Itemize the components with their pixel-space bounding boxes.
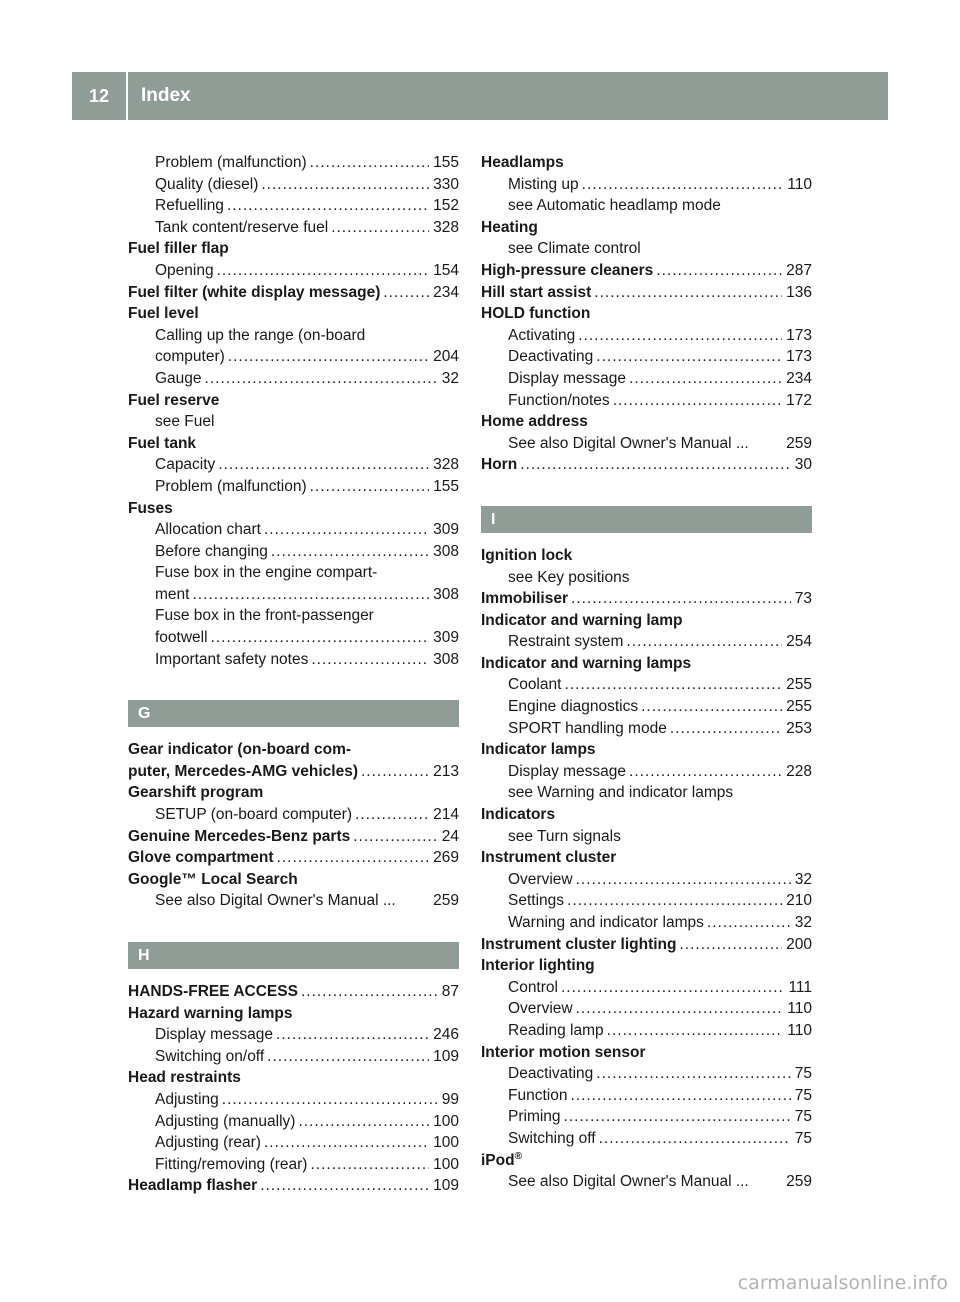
page-reference: 173 (786, 348, 812, 366)
entry-label: Settings (508, 892, 565, 910)
index-entry (481, 934, 812, 956)
page-reference: 309 (433, 629, 459, 647)
dot-leader (310, 152, 430, 174)
dot-leader (582, 174, 784, 196)
page-reference: 32 (794, 870, 812, 888)
entry-label: iPod® (481, 1150, 522, 1169)
index-subentry (128, 411, 459, 433)
dot-leader (520, 454, 791, 476)
index-column-right (481, 152, 812, 1193)
entry-label: Problem (malfunction) (155, 477, 307, 495)
page-reference: 255 (786, 676, 812, 694)
index-subentry (481, 998, 812, 1020)
index-entry (128, 238, 459, 260)
dot-leader (301, 981, 438, 1003)
dot-leader (571, 588, 791, 610)
entry-label: Fuel tank (128, 434, 197, 452)
entry-label: Function/notes (508, 391, 610, 409)
dot-leader (205, 368, 438, 390)
index-entry (481, 411, 812, 433)
entry-label: HOLD function (481, 305, 591, 323)
letter-heading: H (128, 942, 459, 969)
entry-label: Horn (481, 456, 518, 474)
index-entry (481, 804, 812, 826)
dot-leader (656, 260, 782, 282)
index-subentry (128, 1089, 459, 1111)
index-entry (128, 826, 459, 848)
dot-leader (596, 1063, 790, 1085)
page-reference: 213 (433, 762, 459, 780)
index-subentry (128, 454, 459, 476)
entry-label: Heating (481, 218, 538, 236)
page-reference: 172 (786, 391, 812, 409)
index-entry (481, 588, 812, 610)
entry-label: See also Digital Owner's Manual ... (155, 892, 396, 910)
page-reference: 155 (433, 477, 459, 495)
index-subentry (128, 541, 459, 563)
page-reference: 111 (788, 978, 812, 996)
index-entry (481, 217, 812, 239)
entry-label: Ignition lock (481, 546, 573, 564)
index-entry (128, 498, 459, 520)
entry-label: Calling up the range (on-board (155, 326, 366, 344)
dot-leader (626, 631, 782, 653)
page-reference: 75 (794, 1086, 812, 1104)
dot-leader (331, 217, 429, 239)
page-reference: 155 (433, 154, 459, 171)
index-subentry (128, 476, 459, 498)
entry-label: See also Digital Owner's Manual ... (508, 434, 749, 452)
index-subentry (128, 1046, 459, 1068)
entry-label: Deactivating (508, 1065, 594, 1083)
index-subentry (481, 1020, 812, 1042)
entry-label: Restraint system (508, 633, 624, 651)
dot-leader (564, 674, 782, 696)
index-subentry (481, 325, 812, 347)
page-reference: 75 (794, 1129, 812, 1147)
dot-leader (570, 1085, 790, 1107)
entry-label: Before changing (155, 542, 268, 560)
entry-label: see Automatic headlamp mode (508, 197, 721, 215)
dot-leader (607, 1020, 784, 1042)
index-subentry (481, 912, 812, 934)
index-subentry (128, 217, 459, 239)
page-reference: 308 (433, 650, 459, 668)
dot-leader (276, 1024, 429, 1046)
page-reference: 75 (794, 1108, 812, 1126)
page-reference: 269 (433, 849, 459, 867)
index-entry (481, 653, 812, 675)
dot-leader (629, 368, 782, 390)
dot-leader (576, 869, 791, 891)
index-subentry (128, 890, 459, 912)
page-reference: 214 (433, 806, 459, 824)
entry-label: puter, Mercedes-AMG vehicles) (128, 762, 358, 780)
page-reference: 73 (794, 590, 812, 608)
index-subentry (481, 1106, 812, 1128)
page-reference: 87 (441, 983, 459, 1000)
index-entry (128, 303, 459, 325)
index-subentry (481, 238, 812, 260)
entry-label: SETUP (on-board computer) (155, 806, 352, 824)
entry-label: Indicator and warning lamp (481, 611, 683, 629)
entry-label: Instrument cluster (481, 849, 617, 867)
index-subentry (128, 649, 459, 671)
entry-label: Indicator lamps (481, 741, 596, 759)
page-reference: 255 (786, 698, 812, 716)
registered-mark: ® (514, 1150, 522, 1162)
index-entry (481, 303, 812, 325)
dot-leader (211, 627, 430, 649)
entry-label: Interior motion sensor (481, 1043, 646, 1061)
entry-label: Fuel reserve (128, 391, 220, 409)
index-subentry (481, 390, 812, 412)
index-entry (128, 282, 459, 304)
index-subentry (128, 260, 459, 282)
entry-label: footwell (155, 629, 208, 647)
entry-label: Engine diagnostics (508, 698, 639, 716)
entry-label: Switching on/off (155, 1047, 265, 1065)
page-reference: 259 (433, 892, 459, 910)
section-spacer (481, 533, 812, 545)
index-subentry (481, 718, 812, 740)
index-subentry (128, 1154, 459, 1176)
entry-label: Capacity (155, 456, 216, 474)
page-reference: 173 (786, 326, 812, 344)
index-entry (481, 1042, 812, 1064)
entry-label: Hill start assist (481, 283, 592, 301)
entry-label: Head restraints (128, 1069, 241, 1087)
entry-label: Adjusting (155, 1090, 219, 1108)
dot-leader (310, 476, 430, 498)
index-subentry (481, 368, 812, 390)
entry-label: see Climate control (508, 240, 641, 258)
page-reference: 30 (794, 456, 812, 474)
index-subentry (128, 174, 459, 196)
index-subentry (481, 782, 812, 804)
page-reference: 32 (441, 369, 459, 387)
entry-label: Problem (malfunction) (155, 154, 307, 171)
entry-label: Reading lamp (508, 1021, 604, 1039)
entry-label: Display message (508, 369, 627, 387)
index-entry (481, 739, 812, 761)
entry-label: Display message (155, 1026, 274, 1044)
section-spacer (128, 969, 459, 981)
entry-label: Instrument cluster lighting (481, 935, 677, 953)
index-entry (481, 282, 812, 304)
index-subentry (481, 1171, 812, 1193)
entry-label: Overview (508, 870, 573, 888)
page-reference: 100 (433, 1112, 459, 1130)
index-subentry (481, 674, 812, 696)
entry-label: Misting up (508, 175, 579, 193)
index-entry (128, 1175, 459, 1197)
entry-label: SPORT handling mode (508, 719, 667, 737)
entry-label: Gauge (155, 369, 202, 387)
index-entry (128, 869, 459, 891)
index-entry (481, 955, 812, 977)
index-subentry (128, 605, 459, 627)
entry-label: Switching off (508, 1129, 596, 1147)
index-subentry (481, 174, 812, 196)
entry-label: Coolant (508, 676, 562, 694)
entry-label: Activating (508, 326, 576, 344)
entry-label: Interior lighting (481, 957, 595, 975)
entry-label: Warning and indicator lamps (508, 914, 704, 931)
index-subentry (128, 195, 459, 217)
entry-label: see Key positions (508, 568, 630, 586)
entry-label: Fuse box in the engine compart- (155, 564, 378, 582)
dot-leader (596, 346, 782, 368)
entry-label: Headlamp flasher (128, 1177, 258, 1195)
dot-leader (311, 649, 429, 671)
entry-label: Opening (155, 261, 214, 279)
index-subentry (481, 826, 812, 848)
entry-label: Google™ Local Search (128, 870, 298, 888)
page-reference: 308 (433, 542, 459, 560)
page-reference: 309 (433, 521, 459, 539)
index-subentry (481, 1085, 812, 1107)
entry-label: Control (508, 978, 558, 996)
page-reference: 154 (433, 261, 459, 279)
index-entry (128, 433, 459, 455)
section-title: Index (141, 85, 191, 106)
index-subentry (481, 567, 812, 589)
entry-label: Genuine Mercedes-Benz parts (128, 827, 351, 845)
index-entry (481, 610, 812, 632)
page-reference: 259 (786, 434, 812, 452)
index-entry (128, 1003, 459, 1025)
page-reference: 328 (433, 218, 459, 236)
dot-leader (594, 282, 782, 304)
dot-leader (613, 390, 782, 412)
section-spacer (481, 476, 812, 506)
page-reference: 246 (433, 1026, 459, 1044)
entry-label: Indicators (481, 806, 556, 824)
page-reference: 210 (786, 892, 812, 910)
dot-leader (355, 804, 429, 826)
dot-leader (576, 998, 784, 1020)
index-subentry (128, 519, 459, 541)
page-reference: 100 (433, 1155, 459, 1173)
index-subentry (481, 433, 812, 455)
entry-label: see Turn signals (508, 827, 621, 845)
dot-leader (267, 1046, 429, 1068)
index-subentry (128, 627, 459, 649)
entry-label: Fuel level (128, 305, 199, 323)
entry-label: Gearshift program (128, 784, 264, 802)
entry-label: Headlamps (481, 154, 564, 171)
entry-label: Immobiliser (481, 590, 568, 608)
entry-label: High-pressure cleaners (481, 261, 654, 279)
entry-label: Fuel filler flap (128, 240, 229, 258)
dot-leader (192, 584, 429, 606)
entry-label: Fuse box in the front-passenger (155, 607, 374, 625)
index-subentry (481, 696, 812, 718)
index-entry (128, 847, 459, 869)
dot-leader (361, 761, 429, 783)
entry-label: Fuel filter (white display message) (128, 283, 381, 301)
entry-label: Glove compartment (128, 849, 274, 867)
dot-leader (564, 1106, 791, 1128)
page-reference: 100 (433, 1134, 459, 1152)
dot-leader (264, 1132, 429, 1154)
page-reference: 287 (786, 261, 812, 279)
page-reference: 109 (433, 1177, 459, 1195)
dot-leader (217, 260, 430, 282)
index-subentry (481, 1128, 812, 1150)
dot-leader (599, 1128, 791, 1150)
index-subentry (481, 195, 812, 217)
watermark: carmanualsonline.info (737, 1272, 948, 1294)
index-subentry (481, 346, 812, 368)
entry-label: Adjusting (manually) (155, 1112, 296, 1130)
entry-label: Priming (508, 1108, 561, 1126)
dot-leader (670, 718, 782, 740)
index-entry (481, 260, 812, 282)
dot-leader (567, 890, 782, 912)
index-entry (481, 1150, 812, 1172)
dot-leader (383, 282, 429, 304)
page-reference: 234 (786, 369, 812, 387)
letter-heading: G (128, 700, 459, 727)
index-subentry (128, 346, 459, 368)
page-reference: 152 (433, 197, 459, 215)
entry-label: HANDS-FREE ACCESS (128, 983, 298, 1000)
index-subentry (128, 368, 459, 390)
entry-label: Fuses (128, 499, 173, 517)
index-subentry (128, 562, 459, 584)
page-reference: 110 (787, 1021, 812, 1039)
dot-leader (641, 696, 782, 718)
dot-leader (561, 977, 784, 999)
page-reference: 259 (786, 1173, 812, 1191)
index-entry (128, 739, 459, 761)
entry-label: Deactivating (508, 348, 594, 366)
index-subentry (481, 869, 812, 891)
section-spacer (128, 670, 459, 700)
index-entry (481, 545, 812, 567)
index-entry (481, 454, 812, 476)
entry-label: Gear indicator (on-board com- (128, 741, 352, 759)
index-entry (128, 390, 459, 412)
entry-label: Important safety notes (155, 650, 309, 668)
page-reference: 328 (433, 456, 459, 474)
page-reference: 228 (786, 762, 812, 780)
index-subentry (128, 804, 459, 826)
entry-label: see Fuel (155, 413, 215, 431)
page-reference: 99 (441, 1090, 459, 1108)
index-subentry (481, 1063, 812, 1085)
dot-leader (261, 174, 429, 196)
dot-leader (353, 826, 438, 848)
dot-leader (218, 454, 429, 476)
entry-label: Indicator and warning lamps (481, 654, 692, 672)
page-reference: 308 (433, 585, 459, 603)
index-entry (481, 847, 812, 869)
entry-label: Display message (508, 762, 627, 780)
dot-leader (679, 934, 782, 956)
entry-label: Function (508, 1086, 568, 1104)
index-entry (481, 152, 812, 174)
section-spacer (128, 912, 459, 942)
dot-leader (227, 195, 429, 217)
index-subentry (128, 1024, 459, 1046)
page-reference: 136 (786, 283, 812, 301)
entry-label: Home address (481, 413, 588, 431)
dot-leader (264, 519, 429, 541)
index-subentry (128, 584, 459, 606)
index-entry (128, 1067, 459, 1089)
page-reference: 234 (433, 283, 459, 301)
dot-leader (578, 325, 782, 347)
page-reference: 200 (786, 935, 812, 953)
index-entry (128, 761, 459, 783)
dot-leader (271, 541, 429, 563)
dot-leader (228, 346, 429, 368)
page-reference: 254 (786, 633, 812, 651)
index-subentry (128, 1132, 459, 1154)
index-subentry (481, 977, 812, 999)
entry-label: Quality (diesel) (155, 175, 259, 193)
index-subentry (481, 631, 812, 653)
page-reference: 24 (441, 827, 459, 845)
section-spacer (128, 727, 459, 739)
index-subentry (128, 1111, 459, 1133)
index-subentry (128, 152, 459, 174)
entry-label: Hazard warning lamps (128, 1004, 293, 1022)
page-number: 12 (88, 85, 110, 106)
entry-label: computer) (155, 348, 225, 366)
dot-leader (260, 1175, 429, 1197)
page-reference: 32 (794, 914, 812, 931)
page-reference: 253 (786, 719, 812, 737)
dot-leader (277, 847, 430, 869)
index-column-left (128, 152, 459, 1197)
entry-label: Refuelling (155, 197, 224, 215)
entry-label: see Warning and indicator lamps (508, 784, 734, 802)
index-subentry (481, 890, 812, 912)
entry-label: Tank content/reserve fuel (155, 218, 329, 236)
entry-label: See also Digital Owner's Manual ... (508, 1173, 749, 1191)
page-reference: 109 (433, 1047, 459, 1065)
page-reference: 110 (787, 1000, 812, 1018)
page-reference: 204 (433, 348, 459, 366)
entry-label: ment (155, 585, 190, 603)
index-entry (128, 782, 459, 804)
dot-leader (298, 1111, 429, 1133)
page-reference: 110 (787, 175, 812, 193)
entry-label: Fitting/removing (rear) (155, 1155, 308, 1173)
entry-label: Adjusting (rear) (155, 1134, 261, 1152)
page-header (72, 72, 888, 120)
page-reference: 75 (794, 1065, 812, 1083)
index-subentry (128, 325, 459, 347)
dot-leader (707, 912, 791, 934)
dot-leader (310, 1154, 429, 1176)
entry-label: Overview (508, 1000, 573, 1018)
index-entry (128, 981, 459, 1003)
letter-heading: I (481, 506, 812, 533)
page-reference: 330 (433, 175, 459, 193)
index-subentry (481, 761, 812, 783)
dot-leader (629, 761, 782, 783)
dot-leader (222, 1089, 438, 1111)
entry-label: Allocation chart (155, 521, 261, 539)
